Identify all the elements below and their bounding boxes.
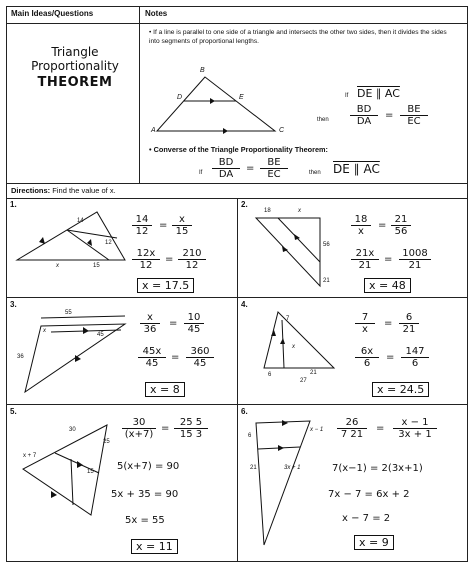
num: 1008: [402, 248, 428, 259]
side-label: 6: [248, 433, 252, 439]
num: x: [179, 214, 185, 225]
problem-number: 1.: [10, 200, 17, 209]
answer-box: x = 17.5: [137, 278, 194, 293]
converse-lhs: [211, 157, 241, 180]
num: 21x: [355, 248, 375, 259]
label-D: D: [177, 94, 183, 101]
converse-rhs-num: BE: [267, 157, 281, 168]
den: 6: [411, 358, 419, 369]
step-2: 7x − 7 = 6x + 2: [328, 489, 410, 500]
problem-number: 2.: [241, 200, 248, 209]
problem-4: [238, 298, 467, 405]
side-label: x − 1: [310, 427, 324, 433]
converse-rhs: [259, 157, 289, 180]
converse-lhs-num: BD: [218, 157, 234, 168]
problem-number: 5.: [10, 407, 17, 416]
num: 360: [190, 346, 210, 357]
num: 45x: [142, 346, 162, 357]
theorem-then-lhs: [349, 104, 379, 127]
eq1-lhs: [139, 312, 161, 335]
step-3: x − 7 = 2: [342, 513, 391, 524]
problem-number: 6.: [241, 407, 248, 416]
side-label: 21: [250, 465, 257, 471]
eq2-rhs: [400, 346, 430, 369]
eq2-lhs: [131, 248, 161, 271]
theorem-statement: • If a line is parallel to one side of a triangle and intersects the other two sides, then it divides the sides into segments of proportional lengths.: [149, 29, 447, 45]
converse-lhs-den: DA: [218, 169, 234, 180]
den: 56: [394, 226, 408, 237]
side-label: x: [298, 208, 301, 214]
eq2-lhs: [350, 248, 380, 271]
equals-sign: =: [384, 318, 393, 329]
eq1-lhs: [354, 312, 376, 335]
step-3: 5x = 55: [125, 515, 165, 526]
eq1-rhs: [398, 312, 420, 335]
eq1-lhs: [334, 417, 370, 440]
den: (x+7): [124, 429, 154, 440]
equals-sign: =: [165, 254, 174, 265]
side-label: x: [56, 263, 59, 269]
den: 36: [143, 324, 157, 335]
side-label: 55: [65, 310, 72, 316]
triangle-figure: [262, 308, 342, 378]
side-label: 7: [286, 316, 290, 322]
theorem-if-word: If: [345, 93, 349, 99]
answer-box: x = 11: [131, 539, 178, 554]
answer-box: x = 8: [145, 382, 185, 397]
num: 18: [354, 214, 368, 225]
den: 21: [402, 324, 416, 335]
theorem-lhs-den: DA: [356, 116, 372, 127]
side-label: 56: [323, 242, 330, 248]
equals-sign: =: [159, 220, 168, 231]
problem-3: [7, 298, 238, 405]
num: 6x: [360, 346, 374, 357]
step-2: 5x + 35 = 90: [111, 489, 179, 500]
num: x − 1: [401, 417, 429, 428]
step-1: 5(x+7) = 90: [117, 461, 180, 472]
directions-label: Directions:: [11, 186, 51, 195]
den: 45: [145, 358, 159, 369]
den: 45: [193, 358, 207, 369]
side-label: 15: [93, 263, 100, 269]
problem-5: [7, 405, 238, 561]
notes-header: Notes: [145, 9, 168, 18]
side-label: 3x + 1: [284, 465, 301, 471]
problem-6: [238, 405, 467, 561]
den: 12: [135, 226, 149, 237]
num: 10: [187, 312, 201, 323]
equals-sign: =: [161, 423, 170, 434]
side-label: 15: [87, 469, 94, 475]
answer-box: x = 24.5: [372, 382, 429, 397]
den: 12: [139, 260, 153, 271]
triangle-figure: [21, 423, 121, 523]
theorem-triangle: [157, 75, 287, 135]
side-label: 30: [69, 427, 76, 433]
answer-box: x = 48: [364, 278, 411, 293]
eq1-lhs: [121, 417, 157, 440]
num: 21: [394, 214, 408, 225]
num: 210: [182, 248, 202, 259]
equals-sign: =: [171, 352, 180, 363]
side-label: 36: [17, 354, 24, 360]
topic-line-3: THEOREM: [37, 75, 113, 90]
theorem-if-statement: DE ∥ AC: [357, 87, 400, 100]
eq1-rhs: [173, 417, 209, 440]
side-label: 18: [264, 208, 271, 214]
step-1: 7(x−1) = 2(3x+1): [332, 463, 423, 474]
label-B: B: [200, 67, 205, 74]
eq2-rhs: [398, 248, 432, 271]
equals-sign: =: [384, 254, 393, 265]
eq1-lhs: [131, 214, 153, 237]
problem-2: [238, 198, 467, 298]
converse-then-word: then: [309, 170, 321, 176]
converse-rhs-den: EC: [267, 169, 281, 180]
converse-then-statement: DE ∥ AC: [333, 162, 380, 176]
side-label: 6: [268, 372, 272, 378]
triangle-figure: [256, 216, 326, 288]
den: x: [362, 324, 368, 335]
equals-sign: =: [386, 352, 395, 363]
num: 25 5: [179, 417, 203, 428]
theorem-lhs-num: BD: [356, 104, 372, 115]
side-label: 27: [300, 378, 307, 384]
directions-bar: [7, 183, 467, 199]
side-label: x: [292, 344, 295, 350]
den: 7 21: [340, 429, 364, 440]
side-label: 21: [323, 278, 330, 284]
side-label: 12: [105, 240, 112, 246]
eq2-rhs: [177, 248, 207, 271]
equals-sign: =: [385, 110, 394, 121]
theorem-then-rhs: [399, 104, 429, 127]
den: 21: [408, 260, 422, 271]
den: 21: [358, 260, 372, 271]
num: 26: [345, 417, 359, 428]
directions-text: Find the value of x.: [52, 186, 116, 195]
problem-number: 3.: [10, 300, 17, 309]
triangle-figure: [17, 208, 127, 268]
answer-box: x = 9: [354, 535, 394, 550]
eq2-rhs: [185, 346, 215, 369]
equals-sign: =: [376, 423, 385, 434]
eq2-lhs: [137, 346, 167, 369]
topic-line-1: Triangle: [51, 45, 99, 59]
side-label: x + 7: [23, 453, 37, 459]
eq2-lhs: [354, 346, 380, 369]
den: 45: [187, 324, 201, 335]
theorem-rhs-num: BE: [407, 104, 421, 115]
converse-if-word: If: [199, 170, 203, 176]
side-label: x: [43, 328, 46, 334]
header-row: [7, 7, 467, 24]
column-divider: [139, 7, 140, 183]
label-C: C: [279, 127, 285, 134]
theorem-rhs-den: EC: [407, 116, 421, 127]
worksheet: [6, 6, 468, 562]
eq1-lhs: [350, 214, 372, 237]
label-E: E: [239, 94, 244, 101]
equals-sign: =: [169, 318, 178, 329]
triangle-figure: [21, 314, 131, 394]
eq1-rhs: [171, 214, 193, 237]
num: 7: [361, 312, 369, 323]
side-label: 25: [103, 439, 110, 445]
eq1-rhs: [390, 214, 412, 237]
num: 6: [405, 312, 413, 323]
den: 3x + 1: [398, 429, 432, 440]
problem-number: 4.: [241, 300, 248, 309]
num: x: [147, 312, 153, 323]
den: 6: [363, 358, 371, 369]
directions: [11, 186, 116, 195]
den: 12: [185, 260, 199, 271]
theorem-text: If a line is parallel to one side of a triangle and intersects the other two sides, then it divides the sides into segments of proportional lengths.: [149, 29, 447, 45]
topic-title: [13, 45, 137, 90]
num: 147: [405, 346, 425, 357]
side-label: 14: [77, 218, 84, 224]
theorem-then-word: then: [317, 117, 329, 123]
den: 15 3: [179, 429, 203, 440]
side-label: 21: [310, 370, 317, 376]
triangle-figure: [254, 419, 324, 549]
num: 12x: [136, 248, 156, 259]
converse-title: • Converse of the Triangle Proportionality Theorem:: [149, 145, 328, 154]
den: x: [358, 226, 364, 237]
den: 15: [175, 226, 189, 237]
label-A: A: [151, 127, 156, 134]
equals-sign: =: [378, 220, 387, 231]
equals-sign: =: [246, 163, 255, 174]
topic-line-2: Proportionality: [31, 59, 119, 73]
eq1-rhs: [390, 417, 440, 440]
num: 30: [132, 417, 146, 428]
main-ideas-header: Main Ideas/Questions: [11, 9, 94, 18]
eq1-rhs: [183, 312, 205, 335]
problem-1: [7, 198, 238, 298]
side-label: 45: [97, 332, 104, 338]
converse-title-text: Converse of the Triangle Proportionality Theorem:: [153, 145, 328, 154]
num: 14: [135, 214, 149, 225]
